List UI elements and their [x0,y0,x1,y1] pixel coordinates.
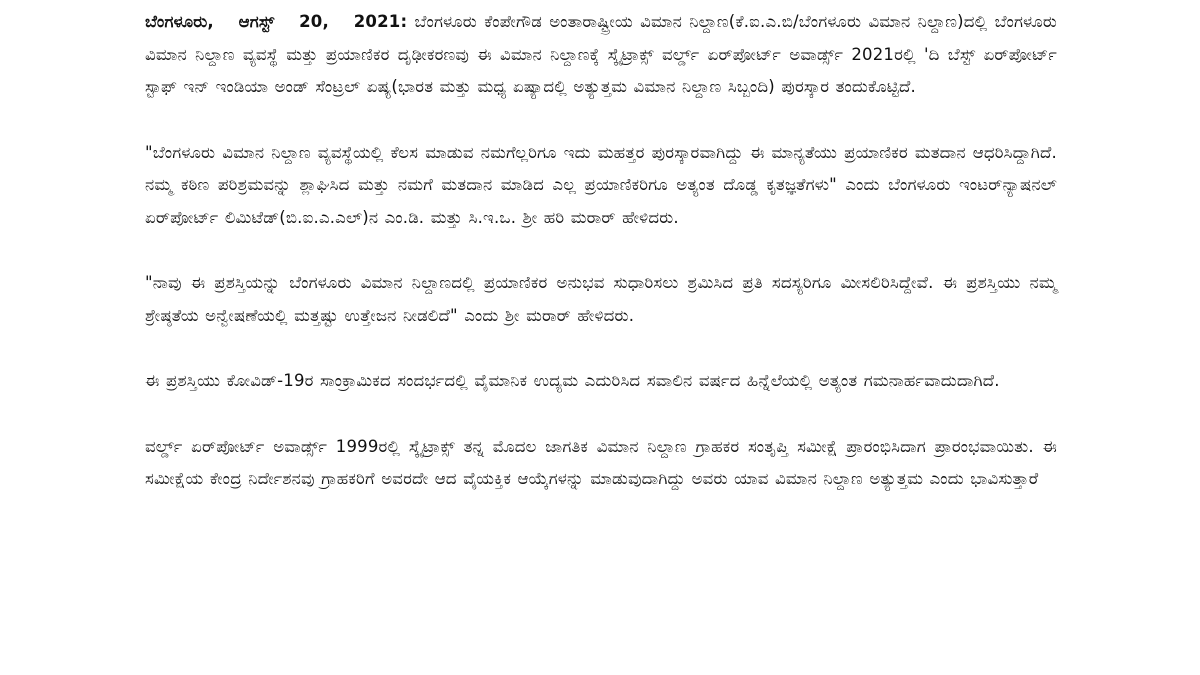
dateline: ಬೆಂಗಳೂರು, ಆಗಸ್ಟ್ 20, 2021: [145,12,408,31]
paragraph-covid-context: ಈ ಪ್ರಶಸ್ತಿಯು ಕೋವಿಡ್-19ರ ಸಾಂಕ್ರಾಮಿಕದ ಸಂದರ್ಭದಲ್ಲಿ ವೈಮಾನಿಕ ಉದ್ಯಮ ಎದುರಿಸಿದ ಸವಾಲಿನ ವರ್ಷದ ಹಿನ್ನೆಲೆಯಲ್ಲಿ ಅತ್ಯಂತ ಗಮನಾರ್ಹವಾದುದಾಗಿದೆ. [145,371,1000,390]
paragraph-intro [145,6,1057,104]
press-release-body [145,6,1057,529]
paragraph-awards-history: ವರ್ಲ್ಡ್ ಏರ್‌ಪೋರ್ಟ್ ಅವಾರ್ಡ್ಸ್ 1999ರಲ್ಲಿ ಸ್ಕೈಟ್ರಾಕ್ಸ್ ತನ್ನ ಮೊದಲ ಜಾಗತಿಕ ವಿಮಾನ ನಿಲ್ದಾಣ ಗ್ರಾಹಕರ ಸಂತೃಪ್ತಿ ಸಮೀಕ್ಷೆ ಪ್ರಾರಂಭಿಸಿದಾಗ ಪ್ರಾರಂಭವಾಯಿತು. ಈ ಸಮೀಕ್ಷೆಯ ಕೇಂದ್ರ ನಿರ್ದೇಶನವು ಗ್ರಾಹಕರಿಗೆ ಅವರದೇ ಆದ ವೈಯಕ್ತಿಕ ಆಯ್ಕೆಗಳನ್ನು ಮಾಡುವುದಾಗಿದ್ದು ಅವರು ಯಾವ ವಿಮಾನ ನಿಲ್ದಾಣ ಅತ್ಯುತ್ತಮ ಎಂದು ಭಾವಿಸುತ್ತಾರೆ [145,436,1057,488]
paragraph-quote-marar: "ನಾವು ಈ ಪ್ರಶಸ್ತಿಯನ್ನು ಬೆಂಗಳೂರು ವಿಮಾನ ನಿಲ್ದಾಣದಲ್ಲಿ ಪ್ರಯಾಣಿಕರ ಅನುಭವ ಸುಧಾರಿಸಲು ಶ್ರಮಿಸಿದ ಪ್ರತಿ ಸದಸ್ಯರಿಗೂ ಮೀಸಲಿರಿಸಿದ್ದೇವೆ. ಈ ಪ್ರಶಸ್ತಿಯು ನಮ್ಮ ಶ್ರೇಷ್ಠತೆಯ ಅನ್ವೇಷಣೆಯಲ್ಲಿ ಮತ್ತಷ್ಟು ಉತ್ತೇಜನ ನೀಡಲಿದೆ" ಎಂದು ಶ್ರೀ ಮರಾರ್ ಹೇಳಿದರು. [145,273,1057,325]
paragraph-quote-md: "ಬೆಂಗಳೂರು ವಿಮಾನ ನಿಲ್ದಾಣ ವ್ಯವಸ್ಥೆಯಲ್ಲಿ ಕೆಲಸ ಮಾಡುವ ನಮಗೆಲ್ಲರಿಗೂ ಇದು ಮಹತ್ತರ ಪುರಸ್ಕಾರವಾಗಿದ್ದು ಈ ಮಾನ್ಯತೆಯು ಪ್ರಯಾಣಿಕರ ಮತದಾನ ಆಧರಿಸಿದ್ದಾಗಿದೆ. ನಮ್ಮ ಕಠಿಣ ಪರಿಶ್ರಮವನ್ನು ಶ್ಲಾಘಿಸಿದ ಮತ್ತು ನಮಗೆ ಮತದಾನ ಮಾಡಿದ ಎಲ್ಲ ಪ್ರಯಾಣಿಕರಿಗೂ ಅತ್ಯಂತ ದೊಡ್ಡ ಕೃತಜ್ಞತೆಗಳು" ಎಂದು ಬೆಂಗಳೂರು ಇಂಟರ್‌ನ್ಯಾಷನಲ್ ಏರ್‌ಪೋರ್ಟ್ ಲಿಮಿಟೆಡ್(ಬಿ.ಐ.ಎ.ಎಲ್)ನ ಎಂ.ಡಿ. ಮತ್ತು ಸಿ.ಇ.ಒ. ಶ್ರೀ ಹರಿ ಮರಾರ್ ಹೇಳಿದರು. [145,142,1057,227]
paragraph-intro-text: ಬೆಂಗಳೂರು ಕೆಂಪೇಗೌಡ ಅಂತಾರಾಷ್ಟ್ರೀಯ ವಿಮಾನ ನಿಲ್ದಾಣ(ಕೆ.ಐ.ಎ.ಬಿ/ಬೆಂಗಳೂರು ವಿಮಾನ ನಿಲ್ದಾಣ)ದಲ್ಲಿ ಬೆಂಗಳೂರು ವಿಮಾನ ನಿಲ್ದಾಣ ವ್ಯವಸ್ಥೆ ಮತ್ತು ಪ್ರಯಾಣಿಕರ ದೃಢೀಕರಣವು ಈ ವಿಮಾನ ನಿಲ್ದಾಣಕ್ಕೆ ಸ್ಕೈಟ್ರಾಕ್ಸ್ ವರ್ಲ್ಡ್ ಏರ್‌ಪೋರ್ಟ್ ಅವಾರ್ಡ್ಸ್ 2021ರಲ್ಲಿ 'ದಿ ಬೆಸ್ಟ್ ಏರ್‌ಪೋರ್ಟ್ ಸ್ಟಾಫ್ ಇನ್ ಇಂಡಿಯಾ ಅಂಡ್ ಸೆಂಟ್ರಲ್ ಏಷ್ಯ(ಭಾರತ ಮತ್ತು ಮಧ್ಯ ಏಷ್ಯಾದಲ್ಲಿ ಅತ್ಯುತ್ತಮ ವಿಮಾನ ನಿಲ್ದಾಣ ಸಿಬ್ಬಂದಿ) ಪುರಸ್ಕಾರ ತಂದುಕೊಟ್ಟಿದೆ. [145,12,1057,96]
